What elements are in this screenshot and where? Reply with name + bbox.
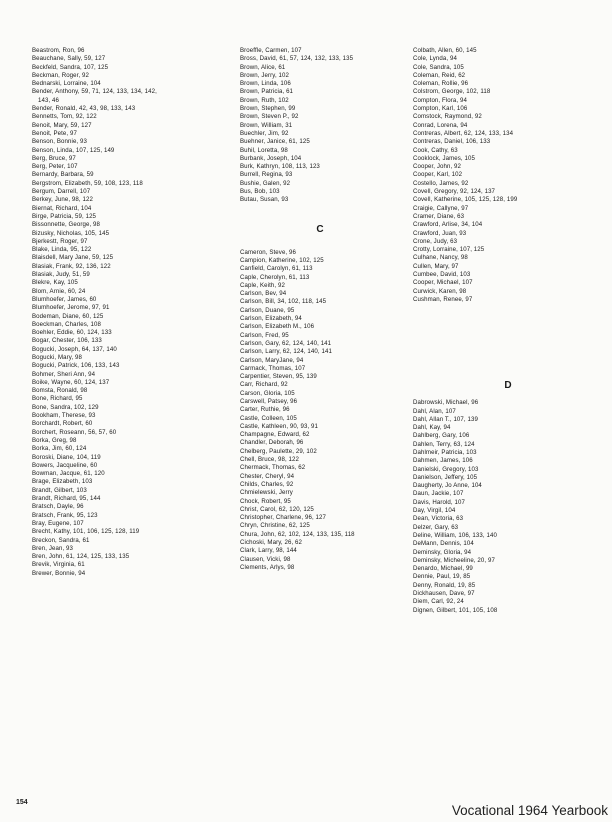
index-entry: Beckman, Roger, 92: [32, 71, 90, 79]
index-entry: Caple, Keith, 92: [240, 281, 285, 289]
index-entry: Chelberg, Paulette, 29, 102: [240, 447, 317, 455]
index-entry: Covell, Katherine, 105, 125, 128, 199: [413, 196, 518, 204]
index-entry: Chock, Robert, 95: [240, 497, 291, 505]
index-entry: Delzer, Gary, 63: [413, 523, 459, 531]
index-entry: Biernat, Richard, 104: [32, 204, 92, 212]
index-entry: Brown, Alice, 61: [240, 63, 286, 71]
index-column-3: [413, 47, 603, 615]
index-group-c: [240, 249, 400, 573]
index-entry: Brage, Elizabeth, 103: [32, 478, 93, 486]
index-entry: Butau, Susan, 93: [240, 196, 289, 204]
index-entry: Deminsky, Gloria, 94: [413, 548, 472, 556]
index-entry: Denardo, Michael, 99: [413, 565, 473, 573]
index-group-b-continued: [240, 47, 400, 205]
index-entry: Chell, Bruce, 98, 122: [240, 456, 300, 464]
index-entry: Danielson, Jeffery, 105: [413, 473, 478, 481]
page-number: 154: [16, 799, 28, 806]
index-entry: Bogucki, Mary, 98: [32, 353, 83, 361]
index-entry: Brandt, Gilbert, 103: [32, 486, 87, 494]
index-entry: Bone, Richard, 95: [32, 395, 83, 403]
index-entry: Blom, Arnie, 60, 24: [32, 287, 86, 295]
index-entry: Blumhoefer, Jerome, 97, 91: [32, 304, 110, 312]
index-entry: Bergum, Darrell, 107: [32, 188, 91, 196]
index-entry: Carson, Gloria, 105: [240, 389, 295, 397]
index-entry: Bernardy, Barbara, 59: [32, 171, 94, 179]
index-entry: Covell, Gregory, 92, 124, 137: [413, 188, 496, 196]
index-entry: Carlson, Bev, 94: [240, 290, 287, 298]
index-entry: Dahlberg, Gary, 106: [413, 432, 470, 440]
index-entry: Dahmen, James, 106: [413, 457, 473, 465]
section-letter-d: D: [504, 380, 512, 392]
index-entry: Dennie, Paul, 19, 85: [413, 573, 471, 581]
index-entry: Deline, William, 106, 133, 140: [413, 531, 497, 539]
index-entry: Brown, Jerry, 102: [240, 71, 290, 79]
index-entry: Cumbee, David, 103: [413, 271, 471, 279]
index-entry: Burk, Kathryn, 108, 113, 123: [240, 163, 320, 171]
index-entry: Dabrowski, Michael, 96: [413, 399, 479, 407]
index-entry: Denny, Ronald, 19, 85: [413, 581, 476, 589]
index-entry: Bednarski, Lorraine, 104: [32, 80, 101, 88]
index-entry: Boroski, Diane, 104, 119: [32, 453, 101, 461]
index-entry: Carlson, Duane, 95: [240, 306, 295, 314]
index-entry: Carlson, Fred, 95: [240, 331, 289, 339]
index-entry: Bookham, Therese, 93: [32, 412, 96, 420]
index-entry: Beckfeld, Sandra, 107, 125: [32, 63, 109, 71]
index-entry: Dahlen, Terry, 63, 124: [413, 440, 475, 448]
index-entry: Carlson, Bill, 34, 102, 118, 145: [240, 298, 327, 306]
index-entry: Borchert, Roseann, 56, 57, 60: [32, 428, 117, 436]
index-entry: Contreras, Daniel, 106, 133: [413, 138, 491, 146]
index-entry: Bone, Sandra, 102, 129: [32, 403, 99, 411]
index-entry: Brown, Ruth, 102: [240, 96, 289, 104]
index-entry: Dahl, Alan, 107: [413, 407, 456, 415]
index-entry: Bogucki, Patrick, 106, 133, 143: [32, 362, 120, 370]
index-entry: Berg, Bruce, 97: [32, 154, 76, 162]
index-entry: Cook, Cathy, 63: [413, 146, 458, 154]
index-entry: 143, 46: [38, 96, 60, 104]
index-entry: Carr, Richard, 92: [240, 381, 288, 389]
index-entry: Brewer, Bonnie, 94: [32, 569, 86, 577]
index-entry: Bratsch, Dayle, 96: [32, 503, 84, 511]
yearbook-label: Vocational 1964 Yearbook: [451, 803, 608, 818]
index-entry: Davis, Harold, 107: [413, 498, 465, 506]
index-entry: Canfield, Carolyn, 61, 113: [240, 265, 313, 273]
index-entry: Berkey, June, 98, 122: [32, 196, 93, 204]
index-entry: Bogar, Chester, 106, 133: [32, 337, 102, 345]
index-entry: Culhane, Nancy, 98: [413, 254, 468, 262]
index-entry: Berg, Peter, 107: [32, 163, 78, 171]
index-entry: Dickhausen, Dave, 97: [413, 590, 475, 598]
index-entry: Coleman, Reid, 62: [413, 71, 466, 79]
index-entry: Bergstrom, Elizabeth, 59, 108, 123, 118: [32, 179, 143, 187]
index-entry: Burbank, Joseph, 104: [240, 154, 302, 162]
index-entry: Bjerkestt, Roger, 97: [32, 237, 88, 245]
index-entry: Cooper, John, 92: [413, 163, 462, 171]
index-entry: Brecht, Kathy, 101, 106, 125, 128, 119: [32, 528, 140, 536]
index-entry: Colstrom, George, 102, 118: [413, 88, 491, 96]
index-entry: Benoit, Mary, 59, 127: [32, 121, 92, 129]
index-entry: Contreras, Albert, 62, 124, 133, 134: [413, 129, 514, 137]
index-entry: Boike, Wayne, 60, 124, 137: [32, 378, 110, 386]
index-entry: Bross, David, 61, 57, 124, 132, 133, 135: [240, 55, 354, 63]
index-entry: Benson, Linda, 107, 125, 149: [32, 146, 115, 154]
index-entry: Clements, Arlys, 98: [240, 563, 295, 571]
index-entry: Blumhoefer, James, 60: [32, 295, 97, 303]
index-entry: Daugherty, Jo Anne, 104: [413, 482, 482, 490]
index-entry: Blaisdell, Mary Jane, 59, 125: [32, 254, 114, 262]
index-entry: Chryn, Christine, 62, 125: [240, 522, 310, 530]
index-entry: Brown, Linda, 106: [240, 80, 291, 88]
index-entry: Craigie, Callyne, 97: [413, 204, 469, 212]
index-entry: Brown, Stephen, 99: [240, 105, 296, 113]
index-entry: Blasiak, Frank, 92, 136, 122: [32, 262, 111, 270]
index-entry: Cooklock, James, 105: [413, 154, 475, 162]
index-column-2: [240, 47, 400, 572]
index-entry: Beastrom, Ron, 96: [32, 47, 85, 54]
index-entry: Childs, Charles, 92: [240, 480, 294, 488]
index-entry: Blake, Linda, 95, 122: [32, 246, 92, 254]
index-entry: Dignen, Gilbert, 101, 105, 108: [413, 606, 498, 614]
index-entry: Champagne, Edward, 62: [240, 431, 310, 439]
index-entry: Cole, Lynda, 94: [413, 55, 457, 63]
index-entry: Bratsch, Frank, 95, 123: [32, 511, 98, 519]
index-entry: Cooper, Karl, 102: [413, 171, 463, 179]
index-entry: Bray, Eugene, 107: [32, 519, 84, 527]
index-entry: Chester, Cheryl, 94: [240, 472, 295, 480]
index-entry: Carmack, Thomas, 107: [240, 364, 306, 372]
index-entry: Carpentier, Steven, 95, 139: [240, 373, 317, 381]
index-entry: Broeffle, Carmen, 107: [240, 47, 302, 54]
index-entry: Crotty, Lorraine, 107, 125: [413, 246, 485, 254]
index-entry: Chermack, Thomas, 62: [240, 464, 306, 472]
index-entry: Bomsta, Ronald, 98: [32, 387, 88, 395]
index-entry: Castle, Colleen, 105: [240, 414, 297, 422]
index-entry: DeMann, Dennis, 104: [413, 540, 474, 548]
index-entry: Brown, William, 31: [240, 121, 293, 129]
index-entry: Boeckman, Charles, 108: [32, 320, 101, 328]
index-entry: Carlson, Larry, 62, 124, 140, 141: [240, 348, 332, 356]
index-entry: Beauchane, Sally, 59, 127: [32, 55, 106, 63]
index-entry: Bogucki, Joseph, 64, 137, 140: [32, 345, 117, 353]
index-entry: Cole, Sandra, 105: [413, 63, 464, 71]
index-entry: Bender, Ronald, 42, 43, 98, 133, 143: [32, 105, 136, 113]
index-entry: Comstock, Raymond, 92: [413, 113, 482, 121]
index-entry: Castle, Kathleen, 90, 93, 91: [240, 422, 319, 430]
index-entry: Curwick, Karen, 98: [413, 287, 467, 295]
index-entry: Brown, Steven P., 92: [240, 113, 299, 121]
index-entry: Benson, Bonnie, 93: [32, 138, 87, 146]
index-entry: Bennetts, Tom, 92, 122: [32, 113, 97, 121]
index-entry: Buehner, Janice, 61, 125: [240, 138, 310, 146]
index-entry: Daun, Jackie, 107: [413, 490, 464, 498]
index-entry: Bren, John, 61, 124, 125, 133, 135: [32, 553, 130, 561]
index-group-d: [413, 399, 603, 615]
index-entry: Cushman, Renee, 97: [413, 295, 473, 303]
index-entry: Dahlmeir, Patricia, 103: [413, 448, 477, 456]
index-entry: Chandler, Deborah, 96: [240, 439, 304, 447]
index-entry: Bren, Jean, 93: [32, 544, 74, 552]
index-entry: Dahl, Kay, 94: [413, 424, 451, 432]
index-entry: Blekre, Kay, 105: [32, 279, 78, 287]
index-entry: Christ, Carol, 62, 120, 125: [240, 505, 314, 513]
index-entry: Cramer, Diane, 63: [413, 212, 465, 220]
index-entry: Danielski, Gregory, 103: [413, 465, 479, 473]
index-entry: Bus, Bob, 103: [240, 188, 280, 196]
index-entry: Crawford, Arlise, 34, 104: [413, 221, 483, 229]
index-entry: Conrad, Lorena, 94: [413, 121, 468, 129]
index-entry: Crone, Judy, 63: [413, 237, 458, 245]
index-entry: Day, Virgil, 104: [413, 507, 456, 515]
index-entry: Breckon, Sandra, 61: [32, 536, 90, 544]
index-entry: Brevik, Virginia, 61: [32, 561, 85, 569]
index-entry: Buechler, Jim, 92: [240, 129, 289, 137]
index-entry: Colbath, Allen, 60, 145: [413, 47, 477, 54]
index-entry: Campion, Katherine, 102, 125: [240, 256, 324, 264]
index-entry: Burrell, Regina, 93: [240, 171, 293, 179]
index-entry: Clausen, Vicki, 98: [240, 555, 291, 563]
index-entry: Bender, Anthony, 59, 71, 124, 133, 134, 142,: [32, 88, 157, 96]
index-entry: Boehler, Eddie, 60, 124, 133: [32, 329, 112, 337]
index-entry: Carlson, Elizabeth M., 106: [240, 323, 315, 331]
index-entry: Deminsky, Micheeline, 20, 97: [413, 556, 495, 564]
index-entry: Bowman, Jacque, 61, 120: [32, 470, 105, 478]
index-group-c-continued: [413, 47, 603, 304]
index-entry: Christopher, Charlene, 96, 127: [240, 514, 326, 522]
index-entry: Brown, Patricia, 61: [240, 88, 294, 96]
index-entry: Cooper, Michael, 107: [413, 279, 473, 287]
index-column-1: [32, 47, 157, 578]
index-entry: Chura, John, 62, 102, 124, 133, 135, 118: [240, 530, 355, 538]
index-entry: Dean, Victoria, 63: [413, 515, 464, 523]
index-entry: Cameron, Steve, 96: [240, 248, 296, 256]
index-entry: Caple, Cherolyn, 61, 113: [240, 273, 310, 281]
index-entry: Bissonnette, George, 98: [32, 221, 101, 229]
index-entry: Coleman, Rollie, 96: [413, 80, 469, 88]
index-entry: Benoit, Pete, 97: [32, 129, 77, 137]
index-entry: Compton, Flora, 94: [413, 96, 467, 104]
index-entry: Bohmer, Sheri Ann, 94: [32, 370, 96, 378]
index-entry: Borka, Jim, 60, 124: [32, 445, 87, 453]
index-entry: Carswell, Patsey, 96: [240, 397, 298, 405]
index-entry: Compton, Karl, 106: [413, 105, 468, 113]
index-entry: Clark, Larry, 98, 144: [240, 547, 297, 555]
index-entry: Bowers, Jacqueline, 60: [32, 461, 98, 469]
index-entry: Blasiak, Judy, 51, 59: [32, 271, 90, 279]
index-entry: Cullen, Mary, 97: [413, 262, 459, 270]
index-entry: Crawford, Juan, 93: [413, 229, 467, 237]
index-entry: Buhil, Loretta, 98: [240, 146, 288, 154]
index-entry: Diem, Carl, 92, 24: [413, 598, 464, 606]
index-entry: Carlson, Elizabeth, 94: [240, 315, 302, 323]
section-letter-c: C: [316, 223, 324, 235]
index-entry: Borchardt, Robert, 60: [32, 420, 93, 428]
index-entry: Bushie, Galen, 92: [240, 179, 291, 187]
index-entry: Dahl, Allan T., 107, 139: [413, 415, 478, 423]
index-entry: Brandt, Richard, 95, 144: [32, 495, 101, 503]
index-entry: Bodeman, Diane, 60, 125: [32, 312, 104, 320]
index-entry: Carter, Ruthie, 96: [240, 406, 290, 414]
index-entry: Chmielewski, Jerry: [240, 489, 293, 497]
index-entry: Costello, James, 92: [413, 179, 469, 187]
index-entry: Borka, Greg, 98: [32, 436, 77, 444]
index-entry: Bizusky, Nicholas, 105, 145: [32, 229, 110, 237]
index-entry: Carlson, MaryJane, 94: [240, 356, 304, 364]
index-entry: Carlson, Gary, 62, 124, 140, 141: [240, 339, 332, 347]
index-entry: Cichoski, Mary, 26, 62: [240, 539, 303, 547]
index-entry: Birge, Patricia, 59, 125: [32, 212, 97, 220]
